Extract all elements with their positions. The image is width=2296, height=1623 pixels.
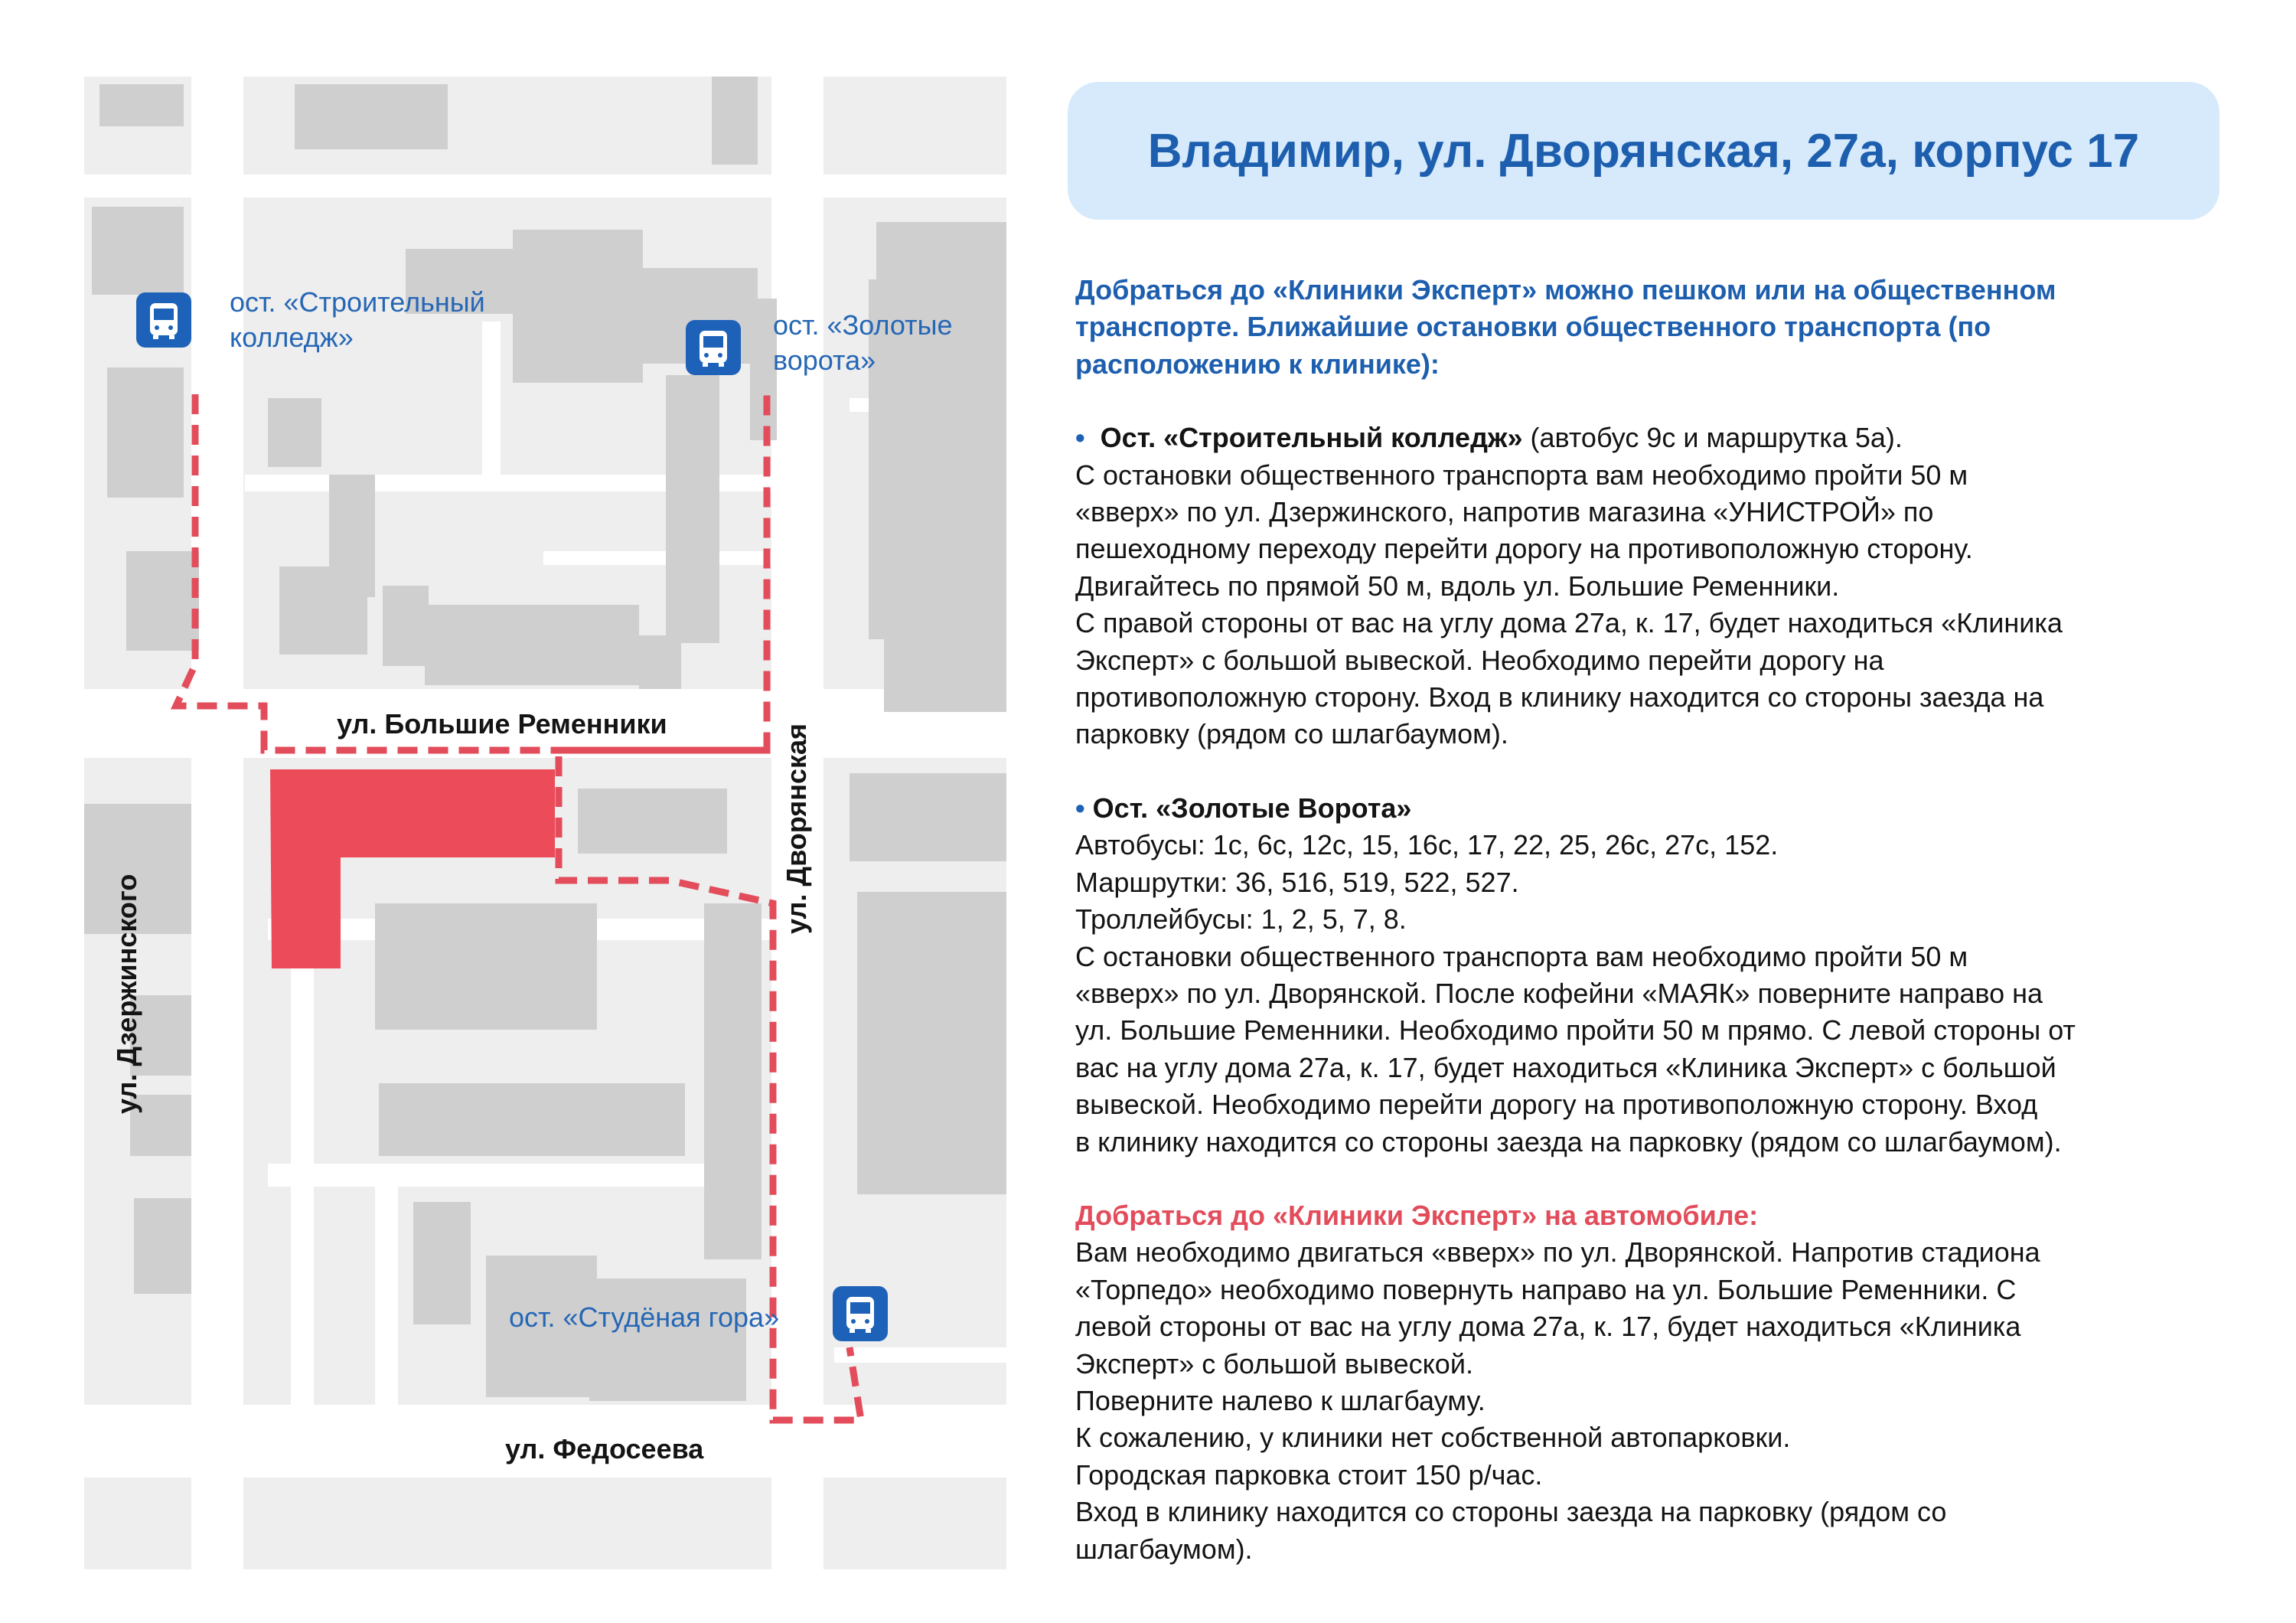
stop1-name: Ост. «Строительный колледж» bbox=[1100, 422, 1523, 454]
stop2-heading bbox=[1075, 790, 2269, 827]
stop1-line: парковку (рядом со шлагбаумом). bbox=[1075, 718, 1508, 750]
bullet-icon: • bbox=[1075, 422, 1085, 454]
stop2-line: Маршрутки: 36, 516, 519, 522, 527. bbox=[1075, 866, 1519, 898]
street-label-bolshie-remenniki: ул. Большие Ременники bbox=[337, 708, 667, 740]
car-line: Городская парковка стоит 150 р/час. bbox=[1075, 1458, 1543, 1491]
road-inner-4 bbox=[268, 1164, 727, 1187]
stop1-transport: (автобус 9с и маршрутка 5а). bbox=[1530, 422, 1903, 454]
bus-glyph bbox=[686, 320, 741, 375]
stop1-line: Двигайтесь по прямой 50 м, вдоль ул. Большие Ременники. bbox=[1075, 570, 1840, 602]
stop2-line: С остановки общественного транспорта вам необходимо пройти 50 м bbox=[1075, 940, 1968, 972]
car-line: К сожалению, у клиники нет собственной автопарковки. bbox=[1075, 1422, 1791, 1454]
stop-label-stroitelny: ост. «Строительный колледж» bbox=[230, 286, 485, 353]
road-inner-2 bbox=[543, 551, 773, 565]
road-inner-9 bbox=[834, 1347, 1006, 1363]
page-title: Владимир, ул. Дворянская, 27а, корпус 17 bbox=[1147, 124, 2140, 178]
road-inner-6 bbox=[291, 965, 314, 1409]
stop2-line: Троллейбусы: 1, 2, 5, 7, 8. bbox=[1075, 903, 1407, 936]
stop1-line: пешеходному переходу перейти дорогу на противоположную сторону. bbox=[1075, 533, 1973, 565]
stop2-line: вывеской. Необходимо перейти дорогу на противоположную сторону. Вход bbox=[1075, 1089, 2038, 1121]
stop2-line: в клинику находится со стороны заезда на парковку (рядом со шлагбаумом). bbox=[1075, 1125, 2062, 1158]
street-label-dzerzhinskogo: ул. Дзержинского bbox=[111, 874, 142, 1114]
intro-text: Добраться до «Клиники Эксперт» можно пешком или на общественном транспорте. Ближайшие остановки общественного транспорта (по расположению к клинике): bbox=[1075, 274, 2056, 380]
car-line: Поверните налево к шлагбауму. bbox=[1075, 1384, 1486, 1416]
bus-glyph bbox=[136, 292, 191, 348]
stop2-line: Автобусы: 1с, 6с, 12с, 15, 16с, 17, 22, 25, 26с, 27с, 152. bbox=[1075, 829, 1779, 861]
stop2-name: Ост. «Золотые Ворота» bbox=[1092, 792, 1412, 824]
car-line: «Торпедо» необходимо повернуть направо на ул. Большие Ременники. С bbox=[1075, 1273, 2017, 1305]
car-line: шлагбаумом). bbox=[1075, 1533, 1253, 1565]
stop1-heading bbox=[1075, 420, 2269, 456]
bullet-icon: • bbox=[1075, 792, 1085, 824]
bus-icon[interactable] bbox=[136, 292, 191, 348]
title-banner bbox=[1068, 82, 2219, 220]
stop1-line: С правой стороны от вас на углу дома 27а, к. 17, будет находиться «Клиника bbox=[1075, 607, 2063, 639]
car-line: Вам необходимо двигаться «вверх» по ул. Дворянской. Напротив стадиона bbox=[1075, 1236, 2040, 1269]
stop-label-studenaya: ост. «Студёная гора» bbox=[509, 1301, 780, 1333]
stop1-line: «вверх» по ул. Дзержинского, напротив магазина «УНИСТРОЙ» по bbox=[1075, 496, 1934, 528]
car-line: левой стороны от вас на углу дома 27а, к. 17, будет находиться «Клиника bbox=[1075, 1311, 2021, 1343]
directions bbox=[1075, 272, 2269, 1568]
road-inner-5 bbox=[375, 1187, 398, 1409]
bus-icon[interactable] bbox=[833, 1286, 888, 1341]
street-label-fedoseeva: ул. Федосеева bbox=[505, 1433, 704, 1465]
stop2-line: «вверх» по ул. Дворянской. После кофейни «МАЯК» поверните направо на bbox=[1075, 977, 2043, 1009]
bus-glyph bbox=[833, 1286, 888, 1341]
stop2-line: вас на углу дома 27а, к. 17, будет находиться «Клиника Эксперт» с большой bbox=[1075, 1051, 2056, 1083]
stop1-line: С остановки общественного транспорта вам необходимо пройти 50 м bbox=[1075, 459, 1968, 491]
stop1-line: Эксперт» с большой вывеской. Необходимо перейти дорогу на bbox=[1075, 644, 1884, 676]
street-label-dvoryanskaya: ул. Дворянская bbox=[781, 723, 812, 934]
stop-label-zolotye: ост. «Золотые ворота» bbox=[773, 309, 953, 376]
bus-icon[interactable] bbox=[686, 320, 741, 375]
stop1-line: противоположную сторону. Вход в клинику находится со стороны заезда на bbox=[1075, 681, 2044, 714]
stop2-line: ул. Большие Ременники. Необходимо пройти 50 м прямо. С левой стороны от bbox=[1075, 1014, 2076, 1047]
car-heading: Добраться до «Клиники Эксперт» на автомобиле: bbox=[1075, 1199, 1759, 1231]
car-line: Вход в клинику находится со стороны заезда на парковку (рядом со bbox=[1075, 1496, 1947, 1528]
map-canvas bbox=[84, 77, 1006, 1569]
car-line: Эксперт» с большой вывеской. bbox=[1075, 1347, 1473, 1380]
map[interactable] bbox=[84, 77, 1006, 1569]
